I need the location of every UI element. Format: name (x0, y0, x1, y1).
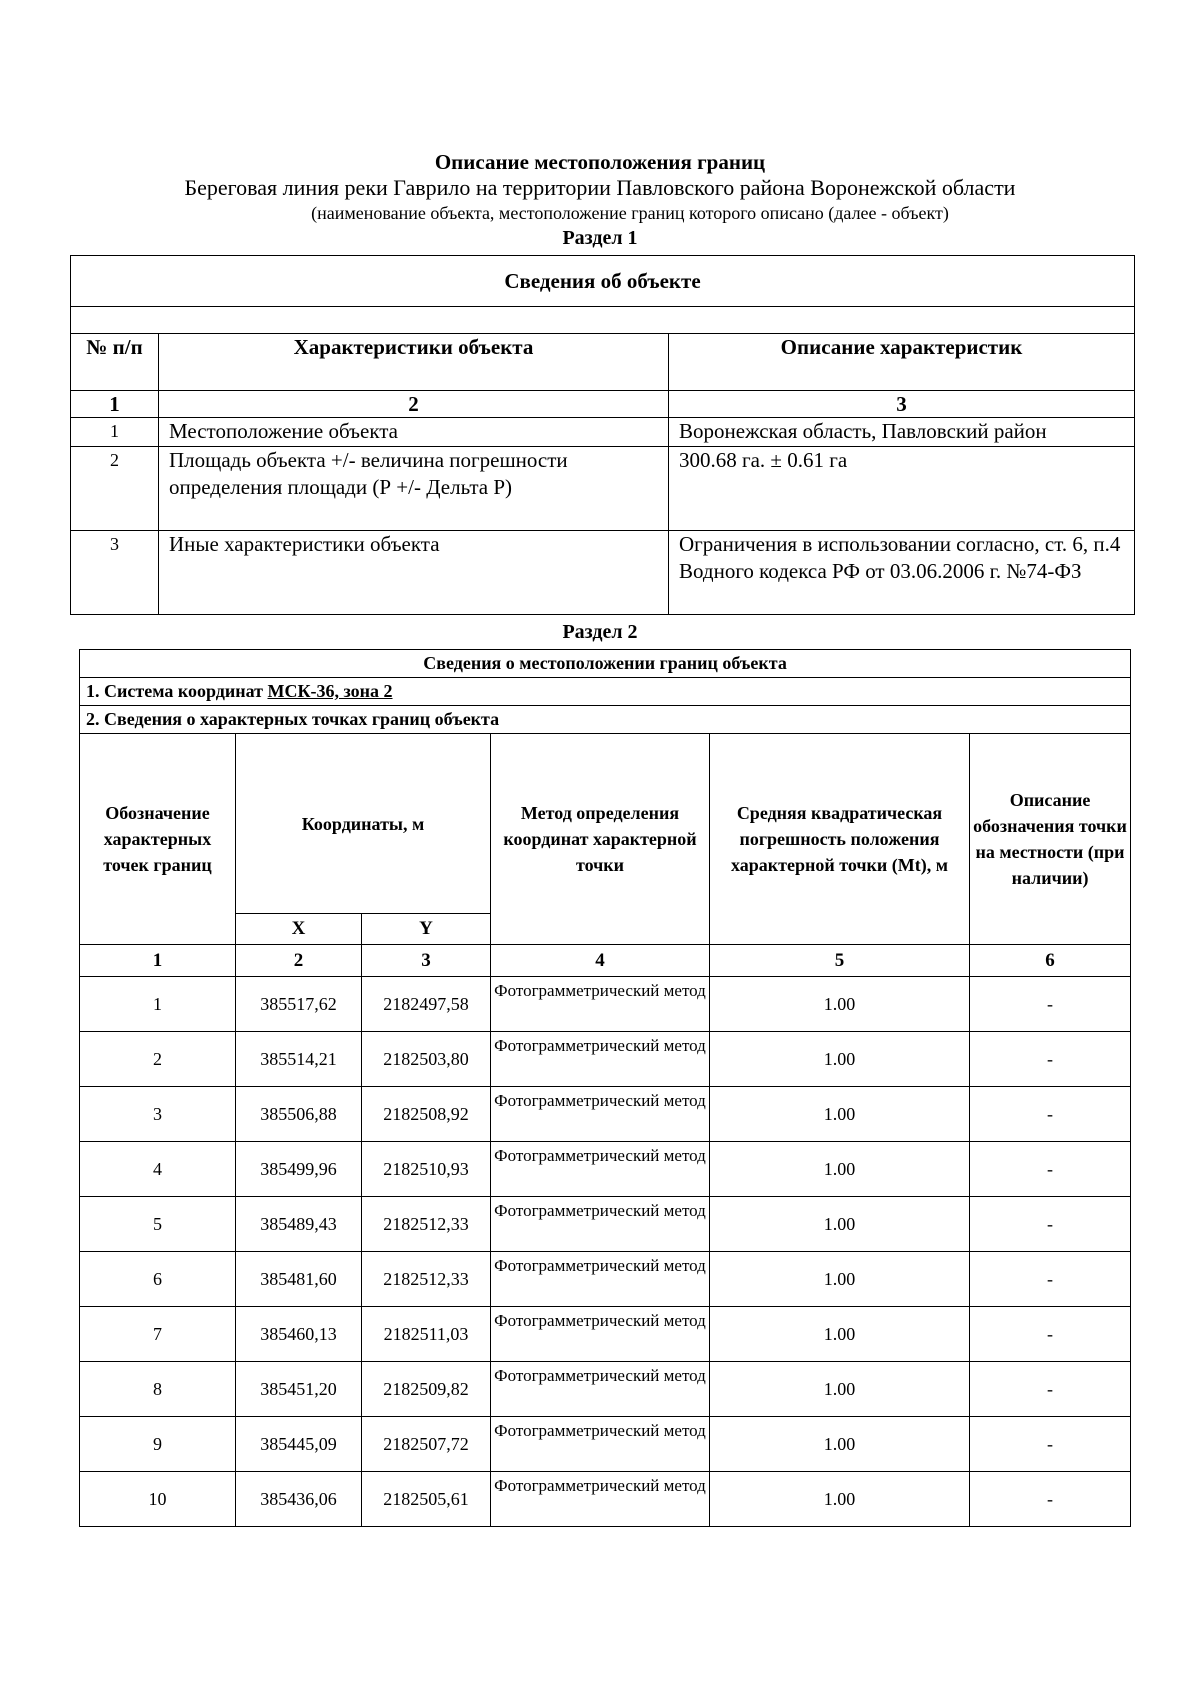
coord-x: 385445,09 (236, 1417, 362, 1472)
table-row (80, 1142, 1131, 1197)
point-description: - (970, 1307, 1131, 1362)
method: Фотограмметрический метод (491, 1032, 710, 1087)
boundary-points-table (79, 649, 1131, 1527)
point-description: - (970, 1087, 1131, 1142)
mean-error: 1.00 (710, 1472, 970, 1527)
header-point-designation: Обозначение характерных точек границ (80, 734, 236, 945)
table-row (80, 1307, 1131, 1362)
point-id: 1 (80, 977, 236, 1032)
point-id: 10 (80, 1472, 236, 1527)
header-x: X (236, 914, 362, 945)
header-coordinates: Координаты, м (236, 734, 491, 914)
column-number: 3 (669, 391, 1135, 418)
method: Фотограмметрический метод (491, 1417, 710, 1472)
mean-error: 1.00 (710, 1087, 970, 1142)
column-number: 2 (159, 391, 669, 418)
coord-x: 385506,88 (236, 1087, 362, 1142)
coord-y: 2182512,33 (362, 1197, 491, 1252)
mean-error: 1.00 (710, 1252, 970, 1307)
column-number: 6 (970, 945, 1131, 977)
section-2-heading: Раздел 2 (562, 621, 638, 643)
method: Фотограмметрический метод (491, 1142, 710, 1197)
header-description: Описание характеристик (669, 334, 1135, 391)
point-id: 5 (80, 1197, 236, 1252)
coord-x: 385460,13 (236, 1307, 362, 1362)
header-y: Y (362, 914, 491, 945)
column-number: 1 (80, 945, 236, 977)
point-description: - (970, 1032, 1131, 1087)
point-description: - (970, 977, 1131, 1032)
table-row (80, 1252, 1131, 1307)
table-row (80, 1417, 1131, 1472)
mean-error: 1.00 (710, 1417, 970, 1472)
method: Фотограмметрический метод (491, 977, 710, 1032)
coord-y: 2182511,03 (362, 1307, 491, 1362)
point-id: 2 (80, 1032, 236, 1087)
header-mean-error: Средняя квадратическая погрешность положения характерной точки (Mt), м (710, 734, 970, 945)
point-description: - (970, 1197, 1131, 1252)
boundary-points-body (80, 977, 1131, 1527)
method: Фотограмметрический метод (491, 1087, 710, 1142)
table-row (80, 977, 1131, 1032)
column-number: 2 (236, 945, 362, 977)
mean-error: 1.00 (710, 977, 970, 1032)
column-number: 1 (71, 391, 159, 418)
object-name-note: (наименование объекта, местоположение границ которого описано (далее - объект) (311, 203, 949, 223)
coordinate-system (80, 678, 1131, 706)
object-name: Береговая линия реки Гаврило на территории Павловского района Воронежской области (184, 175, 1016, 200)
characteristic-name: Площадь объекта +/- величина погрешности определения площади (Р +/- Дельта Р) (159, 447, 669, 531)
header-number: № п/п (71, 334, 159, 391)
document-title: Описание местоположения границ (434, 150, 766, 174)
coord-y: 2182508,92 (362, 1087, 491, 1142)
method: Фотограмметрический метод (491, 1307, 710, 1362)
point-id: 7 (80, 1307, 236, 1362)
column-number: 5 (710, 945, 970, 977)
mean-error: 1.00 (710, 1307, 970, 1362)
characteristic-value: Воронежская область, Павловский район (669, 418, 1135, 447)
point-description: - (970, 1417, 1131, 1472)
point-description: - (970, 1472, 1131, 1527)
table-row (80, 1362, 1131, 1417)
empty-row (71, 307, 1135, 334)
coord-y: 2182497,58 (362, 977, 491, 1032)
object-info-caption: Сведения об объекте (71, 256, 1135, 307)
mean-error: 1.00 (710, 1032, 970, 1087)
coordinate-system-label: 1. Система координат (86, 681, 268, 701)
row-number: 1 (71, 418, 159, 447)
coord-x: 385489,43 (236, 1197, 362, 1252)
coordinate-system-value: МСК-36, зона 2 (267, 681, 393, 701)
point-id: 6 (80, 1252, 236, 1307)
coord-y: 2182507,72 (362, 1417, 491, 1472)
point-id: 3 (80, 1087, 236, 1142)
table-row (80, 1197, 1131, 1252)
method: Фотограмметрический метод (491, 1197, 710, 1252)
coord-y: 2182505,61 (362, 1472, 491, 1527)
column-number: 4 (491, 945, 710, 977)
table-row (80, 1472, 1131, 1527)
mean-error: 1.00 (710, 1142, 970, 1197)
coord-x: 385517,62 (236, 977, 362, 1032)
method: Фотограмметрический метод (491, 1252, 710, 1307)
boundary-info-caption: Сведения о местоположении границ объекта (80, 650, 1131, 678)
characteristic-value: Ограничения в использовании согласно, ст. 6, п.4 Водного кодекса РФ от 03.06.2006 г. №74-ФЗ (669, 531, 1135, 615)
point-id: 8 (80, 1362, 236, 1417)
method: Фотограмметрический метод (491, 1472, 710, 1527)
table-row (80, 1032, 1131, 1087)
header-characteristics: Характеристики объекта (159, 334, 669, 391)
point-description: - (970, 1142, 1131, 1197)
coord-x: 385481,60 (236, 1252, 362, 1307)
point-description: - (970, 1252, 1131, 1307)
header-method: Метод определения координат характерной точки (491, 734, 710, 945)
coord-y: 2182510,93 (362, 1142, 491, 1197)
header-point-description: Описание обозначения точки на местности (при наличии) (970, 734, 1131, 945)
row-number: 3 (71, 531, 159, 615)
object-info-table (70, 255, 1135, 615)
coord-x: 385436,06 (236, 1472, 362, 1527)
point-id: 9 (80, 1417, 236, 1472)
mean-error: 1.00 (710, 1197, 970, 1252)
point-id: 4 (80, 1142, 236, 1197)
characteristic-value: 300.68 га. ± 0.61 га (669, 447, 1135, 531)
coord-x: 385499,96 (236, 1142, 362, 1197)
method: Фотограмметрический метод (491, 1362, 710, 1417)
coord-y: 2182512,33 (362, 1252, 491, 1307)
mean-error: 1.00 (710, 1362, 970, 1417)
characteristic-name: Иные характеристики объекта (159, 531, 669, 615)
row-number: 2 (71, 447, 159, 531)
coord-x: 385514,21 (236, 1032, 362, 1087)
section-1-heading: Раздел 1 (562, 227, 638, 249)
coord-y: 2182503,80 (362, 1032, 491, 1087)
point-description: - (970, 1362, 1131, 1417)
characteristic-name: Местоположение объекта (159, 418, 669, 447)
coord-x: 385451,20 (236, 1362, 362, 1417)
table-row (80, 1087, 1131, 1142)
points-section-title: 2. Сведения о характерных точках границ объекта (80, 706, 1131, 734)
coord-y: 2182509,82 (362, 1362, 491, 1417)
column-number: 3 (362, 945, 491, 977)
